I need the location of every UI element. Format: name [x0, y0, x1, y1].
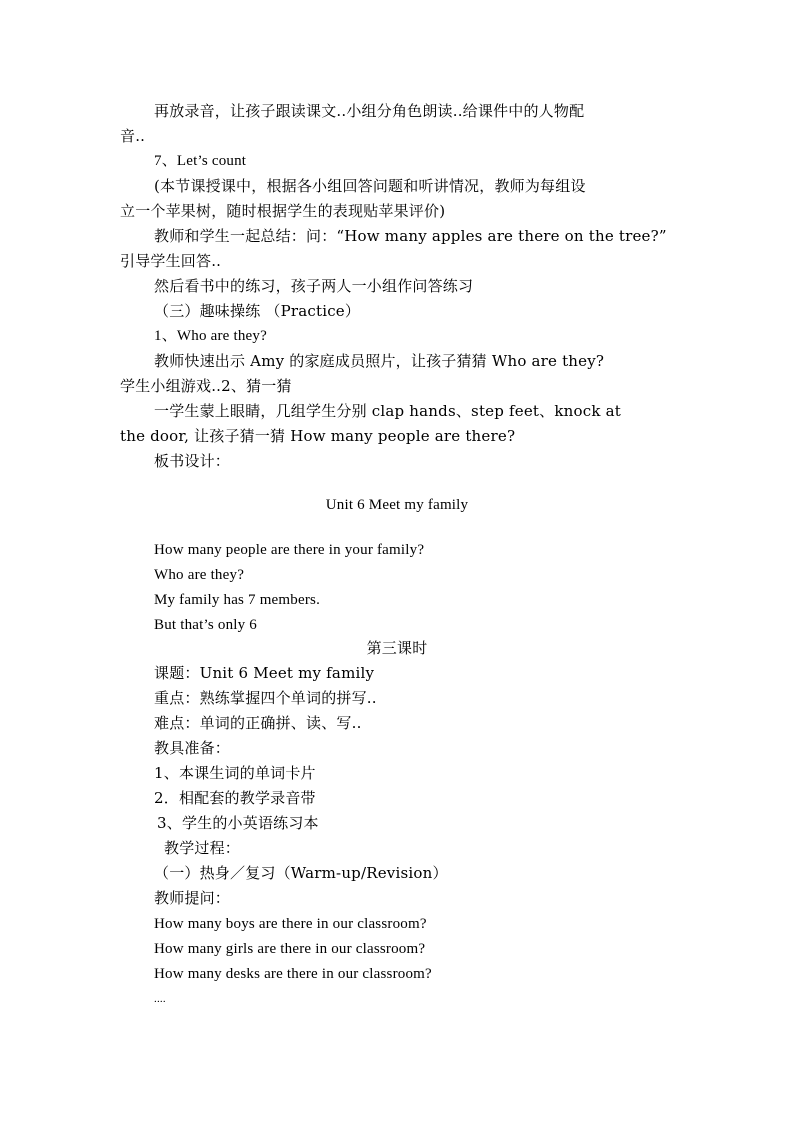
text-line: How many girls are there in our classroom?: [154, 941, 426, 957]
text-line: (本节课授课中，根据各小组回答问题和听讲情况，教师为每组设: [154, 177, 586, 195]
text-line: the door, 让孩子猜一猜 How many people are there?: [120, 427, 516, 445]
text-line: 板书设计：: [154, 452, 231, 470]
text-line: 2．相配套的教学录音带: [154, 789, 316, 807]
text-line: 难点：单词的正确拼、读、写..: [154, 714, 362, 732]
text-line: 引导学生回答..: [120, 252, 222, 270]
text-line: 课题：Unit 6 Meet my family: [154, 664, 375, 682]
text-line: 教师提问：: [154, 889, 231, 907]
board-line: How many people are there in your family?: [154, 542, 425, 558]
text-line: 教师快速出示 Amy 的家庭成员照片，让孩子猜猜 Who are they?: [154, 352, 605, 370]
section-heading: （一）热身／复习（Warm-up/Revision）: [154, 864, 448, 882]
text-line: 重点：熟练掌握四个单词的拼写..: [154, 689, 377, 707]
text-line: How many boys are there in our classroom?: [154, 916, 427, 932]
text-line: 1、本课生词的单词卡片: [154, 764, 316, 782]
text-line: 然后看书中的练习，孩子两人一小组作问答练习: [154, 277, 474, 295]
board-line: But that’s only 6: [154, 617, 257, 633]
board-line: Who are they?: [154, 567, 245, 583]
text-line: ....: [154, 993, 166, 1005]
section-heading: （三）趣味操练 （Practice）: [154, 302, 361, 320]
text-line: 教师和学生一起总结：问：“How many apples are there on the tree?”: [154, 227, 667, 245]
lesson-title: 第三课时: [366, 639, 428, 657]
text-line: 3、学生的小英语练习本: [157, 814, 319, 832]
text-line: How many desks are there in our classroom?: [154, 966, 432, 982]
text-line: 音..: [120, 127, 146, 145]
text-line: 一学生蒙上眼睛，几组学生分别 clap hands、step feet、knock at: [154, 402, 621, 420]
text-line: 教具准备：: [154, 739, 231, 757]
board-line: My family has 7 members.: [154, 592, 321, 608]
text-line: 7、Let’s count: [154, 153, 247, 169]
text-line: 学生小组游戏..2、猜一猜: [120, 377, 292, 395]
board-title: Unit 6 Meet my family: [325, 497, 469, 513]
text-line: 教学过程：: [164, 839, 241, 857]
text-line: 再放录音，让孩子跟读课文..小组分角色朗读..给课件中的人物配: [154, 102, 585, 120]
text-line: 立一个苹果树，随时根据学生的表现贴苹果评价): [120, 202, 446, 220]
text-line: 1、Who are they?: [154, 328, 267, 344]
